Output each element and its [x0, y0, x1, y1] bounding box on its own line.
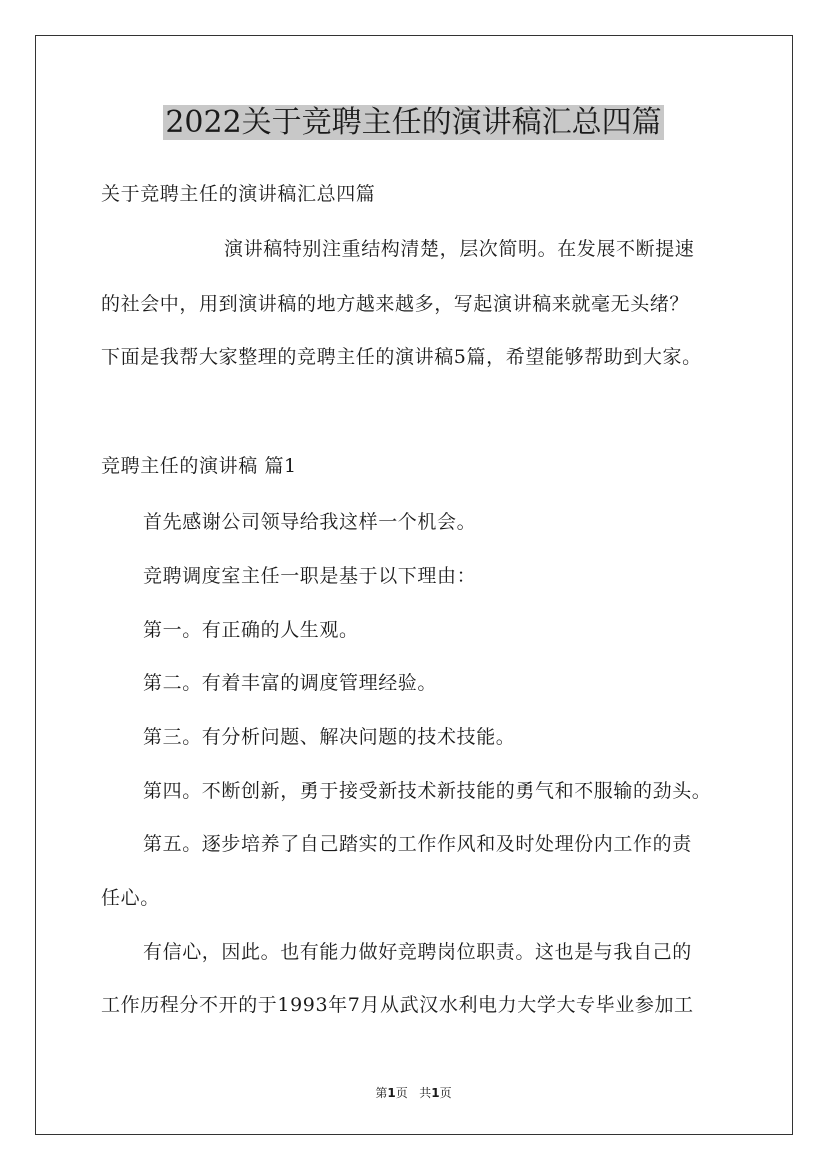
- paragraph-line: 第五。逐步培养了自己踏实的工作作风和及时处理份内工作的责: [143, 833, 692, 855]
- paragraph-line: 第四。不断创新，勇于接受新技术新技能的勇气和不服输的劲头。: [143, 780, 712, 802]
- footer-page-current: 1: [387, 1086, 396, 1100]
- intro-line-3: 下面是我帮大家整理的竞聘主任的演讲稿5篇，希望能够帮助到大家。: [101, 346, 702, 368]
- footer-page-total: 1: [431, 1086, 440, 1100]
- paragraph-line: 第一。有正确的人生观。: [143, 619, 359, 641]
- document-title: [0, 103, 827, 143]
- document-title-text: 2022关于竞聘主任的演讲稿汇总四篇: [165, 105, 662, 140]
- section-heading: 竞聘主任的演讲稿 篇1: [101, 455, 297, 477]
- paragraph-line: 第二。有着丰富的调度管理经验。: [143, 672, 438, 694]
- document-subtitle: 关于竞聘主任的演讲稿汇总四篇: [101, 183, 376, 205]
- footer-page-suffix: 页: [439, 1086, 452, 1100]
- paragraph-line: 有信心，因此。也有能力做好竞聘岗位职责。这也是与我自己的: [143, 941, 692, 963]
- footer-page-mid: 页 共: [395, 1086, 432, 1100]
- paragraph-line: 第三。有分析问题、解决问题的技术技能。: [143, 726, 516, 748]
- paragraph-line: 首先感谢公司领导给我这样一个机会。: [143, 511, 477, 533]
- footer-page-prefix: 第: [375, 1086, 388, 1100]
- paragraph-line: 工作历程分不开的于1993年7月从武汉水利电力大学大专毕业参加工: [101, 994, 694, 1016]
- intro-line-1: 演讲稿特别注重结构清楚，层次简明。在发展不断提速: [224, 238, 695, 260]
- paragraph-line: 竞聘调度室主任一职是基于以下理由：: [143, 565, 477, 587]
- page-footer: [0, 1085, 827, 1101]
- paragraph-line: 任心。: [101, 887, 160, 909]
- intro-line-2: 的社会中，用到演讲稿的地方越来越多，写起演讲稿来就毫无头绪？: [101, 293, 690, 315]
